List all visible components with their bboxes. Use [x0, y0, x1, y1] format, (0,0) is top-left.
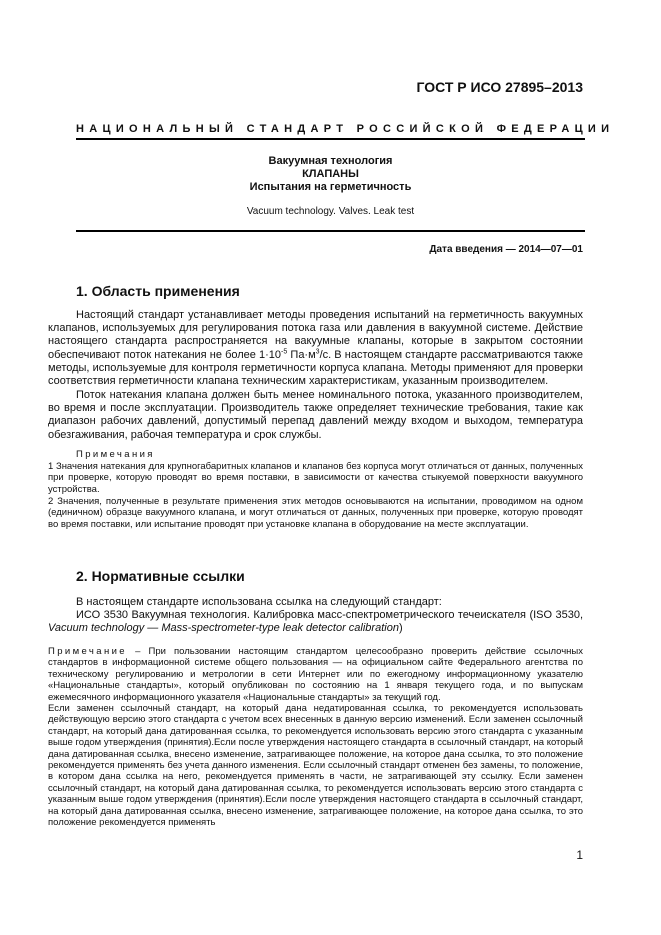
section-2-paragraph-1: В настоящем стандарте использована ссылка на следующий стандарт: [76, 596, 442, 608]
title-line-2: КЛАПАНЫ [302, 168, 359, 180]
national-standard-banner: НАЦИОНАЛЬНЫЙ СТАНДАРТ РОССИЙСКОЙ ФЕДЕРАЦИИ [76, 123, 615, 135]
reference-iso-3530: ИСО 3530 Вакуумная технология. Калибровка масс-спектрометрического течеискателя (ISO 3530, Vacuum technology — Mass-spectrometer-type leak detector calibration) [48, 609, 583, 635]
section-1-paragraph-2: Поток натекания клапана должен быть менее номинального потока, указанного производителем, во время и после эксплуатации. Производитель также определяет технические требования, такие как диапазон рабочих давлений, допустимый перепад давлений между входом и выходом, температура обезгаживания, рабочая температура и срок службы. [48, 389, 583, 441]
title-english: Vacuum technology. Valves. Leak test [246, 206, 415, 217]
section-2-note: Примечание – При пользовании настоящим стандартом целесообразно проверить действие ссылочных стандартов в информационной системе общего пользования — на официальном сайте Федерального агентства по техническому регулированию и метрологии в сети Интернет или по ежегодному информационному указателю «Национальные стандарты», который опубликован по состоянию на 1 января текущего года, и по выпускам ежемесячного информационного указателя «Национальные стандарты» за текущий год. [48, 646, 583, 703]
page-number: 1 [576, 848, 583, 862]
standard-code: ГОСТ Р ИСО 27895–2013 [416, 79, 583, 95]
effective-date: Дата введения — 2014—07—01 [429, 244, 583, 255]
section-2-note-paragraph-2: Если заменен ссылочный стандарт, на который дана недатированная ссылка, то рекомендуется использовать действующую версию этого стандарта с учетом всех внесенных в данную версию изменений. Если заменен ссылочный стандарт, на который дана датированная ссылка, то рекомендуется использовать версию этого стандарта с указанным выше годом утверждения (принятия).Если после утверждения настоящего стандарта в ссылочный стандарт, на который дана датированная ссылка, внесено изменение, затрагивающее положение, на которое дана ссылка, то это положение рекомендуется применять без учета данного изменения. Если ссылочный стандарт отменен без замены, то положение, в котором дана ссылка на него, рекомендуется применять в части, не затрагивающей эту ссылку. Если заменен ссылочный стандарт, на который дана датированная ссылка, то рекомендуется использовать версию этого стандарта с указанным выше годом утверждения (принятия).Если после утверждения настоящего стандарта в ссылочный стандарт, на который дана датированная ссылка, внесено изменение, затрагивающее положение, на которое дана ссылка, то это положение рекомендуется применять [48, 703, 583, 829]
note-1: 1 Значения натекания для крупногабаритных клапанов и клапанов без корпуса могут отличаться от данных, полученных при проверке, которую проводят во время поставки, в зависимости от качества стыкуемой поверхности вакуумного устройства. [48, 461, 583, 495]
note-2: 2 Значения, полученные в результате применения этих методов основываются на испытании, проводимом на одном (единичном) образце вакуумного клапана, и могут отличаться от данных, полученных при проверке, которую проводят во время поставки, или испытание проводят при установке клапана в оборудование на месте эксплуатации. [48, 496, 583, 530]
top-rule [76, 138, 585, 140]
section-2-heading: 2. Нормативные ссылки [76, 568, 245, 584]
title-line-1: Вакуумная технология [268, 155, 393, 167]
title-line-3: Испытания на герметичность [249, 181, 412, 193]
title-rule [76, 230, 585, 232]
section-1-heading: 1. Область применения [76, 283, 240, 299]
section-1-paragraph-1: Настоящий стандарт устанавливает методы проведения испытаний на герметичность вакуумных клапанов, используемых для регулирования потока газа или давления в вакуумной системе. Действие настоящего стандарта распространяется на вакуумные клапаны, которые в закрытом состоянии обеспечивают поток натекания не более $1\cdot 10^{-5}$ $Па\cdot м^3/с$. В настоящем стандарте рассматриваются также методы, используемые для контроля герметичности корпуса клапана. Методы применяют для проверки соответствия герметичности клапана техническим характеристикам, указанным производителем. [48, 309, 583, 388]
notes-label: Примечания [76, 449, 155, 460]
